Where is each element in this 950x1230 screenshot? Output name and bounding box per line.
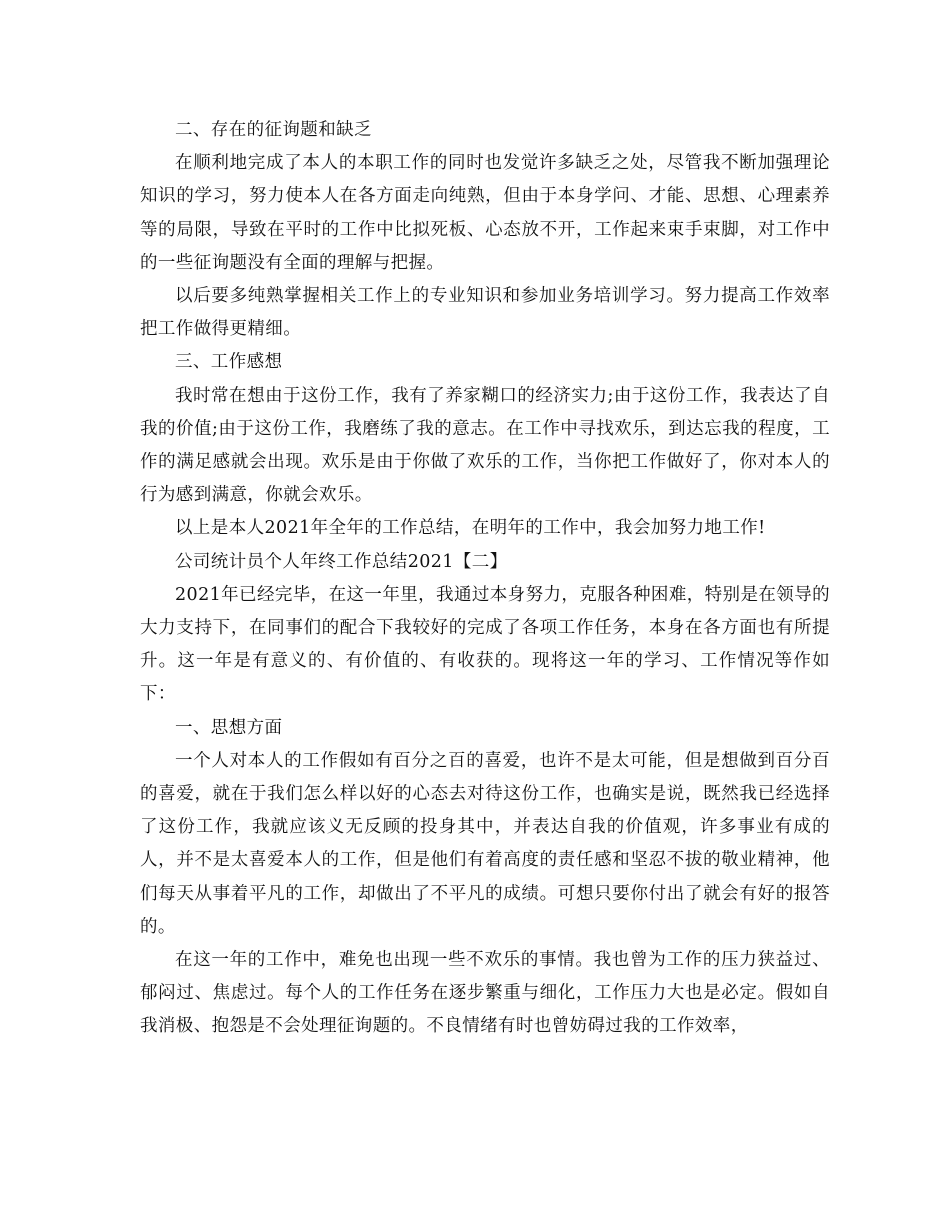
paragraph-conclusion: 以上是本人2021年全年的工作总结，在明年的工作中，我会加努力地工作! [175,518,766,539]
paragraph-improvement: 以后要多纯熟掌握相关工作上的专业知识和参加业务培训学习。努力提高工作效率把工作做得更精细。 [140,286,830,340]
document-title-part-two: 公司统计员个人年终工作总结2021【二】 [175,551,508,572]
paragraph-shortcomings: 在顺利地完成了本人的本职工作的同时也发觉许多缺乏之处，尽管我不断加强理论知识的学习，努力使本人在各方面走向纯熟，但由于本身学问、才能、思想、心理素养等的局限，导致在平时的工作中比拟死板、心态放不开，工作起来束手束脚，对工作中的一些征询题没有全面的理解与把握。 [140,153,830,273]
paragraph-intro-2021: 2021年已经完毕，在这一年里，我通过本身努力，克服各种困难，特别是在领导的大力支持下，在同事们的配合下我较好的完成了各项工作任务，本身在各方面也有所提升。这一年是有意义的、有价值的、有收获的。现将这一年的学习、工作情况等作如下： [140,584,830,705]
paragraph-attitude: 一个人对本人的工作假如有百分之百的喜爱，也许不是太可能，但是想做到百分百的喜爱，就在于我们怎么样以好的心态去对待这份工作，也确实是说，既然我已经选择了这份工作，我就应该义无反顾的投身其中，并表达自我的价值观，许多事业有成的人，并不是太喜爱本人的工作，但是他们有着高度的责任感和坚忍不拔的敬业精神，他们每天从事着平凡的工作，却做出了不平凡的成绩。可想只要你付出了就会有好的报答的。 [140,750,830,937]
section-heading-reflections: 三、工作感想 [175,352,283,373]
paragraph-reflections: 我时常在想由于这份工作，我有了养家糊口的经济实力;由于这份工作，我表达了自我的价值;由于这份工作，我磨练了我的意志。在工作中寻找欢乐，到达忘我的程度，工作的满足感就会出现。欢乐是由于你做了欢乐的工作，当你把工作做好了，你对本人的行为感到满意，你就会欢乐。 [140,385,830,506]
section-heading-problems: 二、存在的征询题和缺乏 [175,120,372,140]
document-page [140,114,830,1044]
paragraph-pressure: 在这一年的工作中，难免也出现一些不欢乐的事情。我也曾为工作的压力狭益过、郁闷过、焦虑过。每个人的工作任务在逐步繁重与细化，工作压力大也是必定。假如自我消极、抱怨是不会处理征询题的。不良情绪有时也曾妨碍过我的工作效率， [140,950,830,1037]
section-heading-thought: 一、思想方面 [175,717,283,738]
